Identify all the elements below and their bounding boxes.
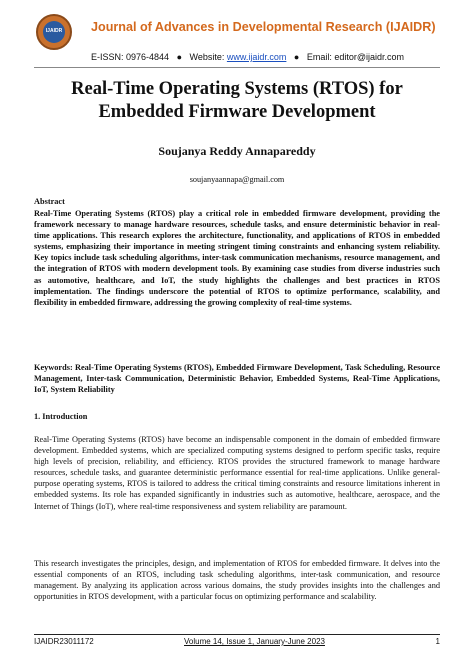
header-divider xyxy=(34,67,440,68)
journal-email: Email: editor@ijaidr.com xyxy=(306,52,405,62)
intro-paragraph-1: Real-Time Operating Systems (RTOS) have become an indispensable component in the domain of embedded firmware development. Embedded systems, which are specialized computing systems designed to perform specific tasks, require high levels of precision, reliability, and efficiency. RTOS provides the structured framework to manage hardware resources, schedule tasks, and guarantee deterministic performance essential for real-time applications. Unlike general-purpose operating systems, RTOS is tailored to address the critical timing constraints and resource limitations inherent in embedded systems. Its role has expanded significantly in industries such as automotive, healthcare, aerospace, and the Internet of Things (IoT), where real-time responsiveness and system reliability are paramount. xyxy=(34,435,440,511)
keywords: Keywords: Real-Time Operating Systems (RTOS), Embedded Firmware Development, Task Scheduling, Resource Management, Inter-task Communication, Deterministic Behavior, Embedded Systems, Real-Time Applications, IoT, System Reliability xyxy=(34,363,440,395)
paper-title: Real-Time Operating Systems (RTOS) for Embedded Firmware Development xyxy=(71,79,403,122)
page-number: 1 xyxy=(435,637,440,646)
website-label: Website: xyxy=(189,52,225,62)
author-name: Soujanya Reddy Annapareddy xyxy=(158,144,316,158)
bullet-separator: ● xyxy=(293,52,300,62)
footer-divider xyxy=(34,634,440,635)
section-heading-introduction: 1. Introduction xyxy=(34,412,88,421)
journal-title: Journal of Advances in Developmental Research (IJAIDR) xyxy=(91,20,436,34)
journal-logo xyxy=(36,14,72,50)
website-link[interactable]: www.ijaidr.com xyxy=(226,52,287,62)
bullet-separator: ● xyxy=(176,52,182,62)
logo-text: IJAIDR xyxy=(45,28,63,34)
abstract-text: Real-Time Operating Systems (RTOS) play a critical role in embedded firmware development, providing the framework necessary to manage hardware resources, schedule tasks, and ensure deterministic behavior in real-time applications. This research explores the architecture, functionality, and applications of RTOS in embedded systems, emphasizing their importance in meeting stringent timing constraints and enhancing system reliability. Key topics include task scheduling algorithms, inter-task communication mechanisms, resource management, and the integration of RTOS with modern development tools. By examining case studies from diverse industries such as automotive, healthcare, and IoT, the study highlights the challenges and best practices in RTOS implementation. The findings underscore the potential of RTOS to optimize performance, scalability, and flexibility in embedded firmware, addressing the growing complexity of real-time systems. xyxy=(34,209,440,307)
paper-id: IJAIDR23011172 xyxy=(34,637,94,646)
volume-info: Volume 14, Issue 1, January-June 2023 xyxy=(184,637,325,646)
page-footer xyxy=(34,637,440,649)
intro-paragraph-2: This research investigates the principles, design, and implementation of RTOS for embedded firmware. It delves into the essential components of an RTOS, including task scheduling algorithms, inter-task communication, and resource management. By analyzing its application across various domains, the study provides insights into the challenges and opportunities in RTOS development, with a particular focus on optimizing performance and scalability. xyxy=(34,559,440,602)
journal-contact-line xyxy=(91,52,471,62)
author-email: soujanyaannapa@gmail.com xyxy=(189,175,285,184)
journal-header xyxy=(0,0,474,70)
issn: E-ISSN: 0976-4844 xyxy=(91,52,170,62)
abstract-heading: Abstract xyxy=(34,197,65,206)
